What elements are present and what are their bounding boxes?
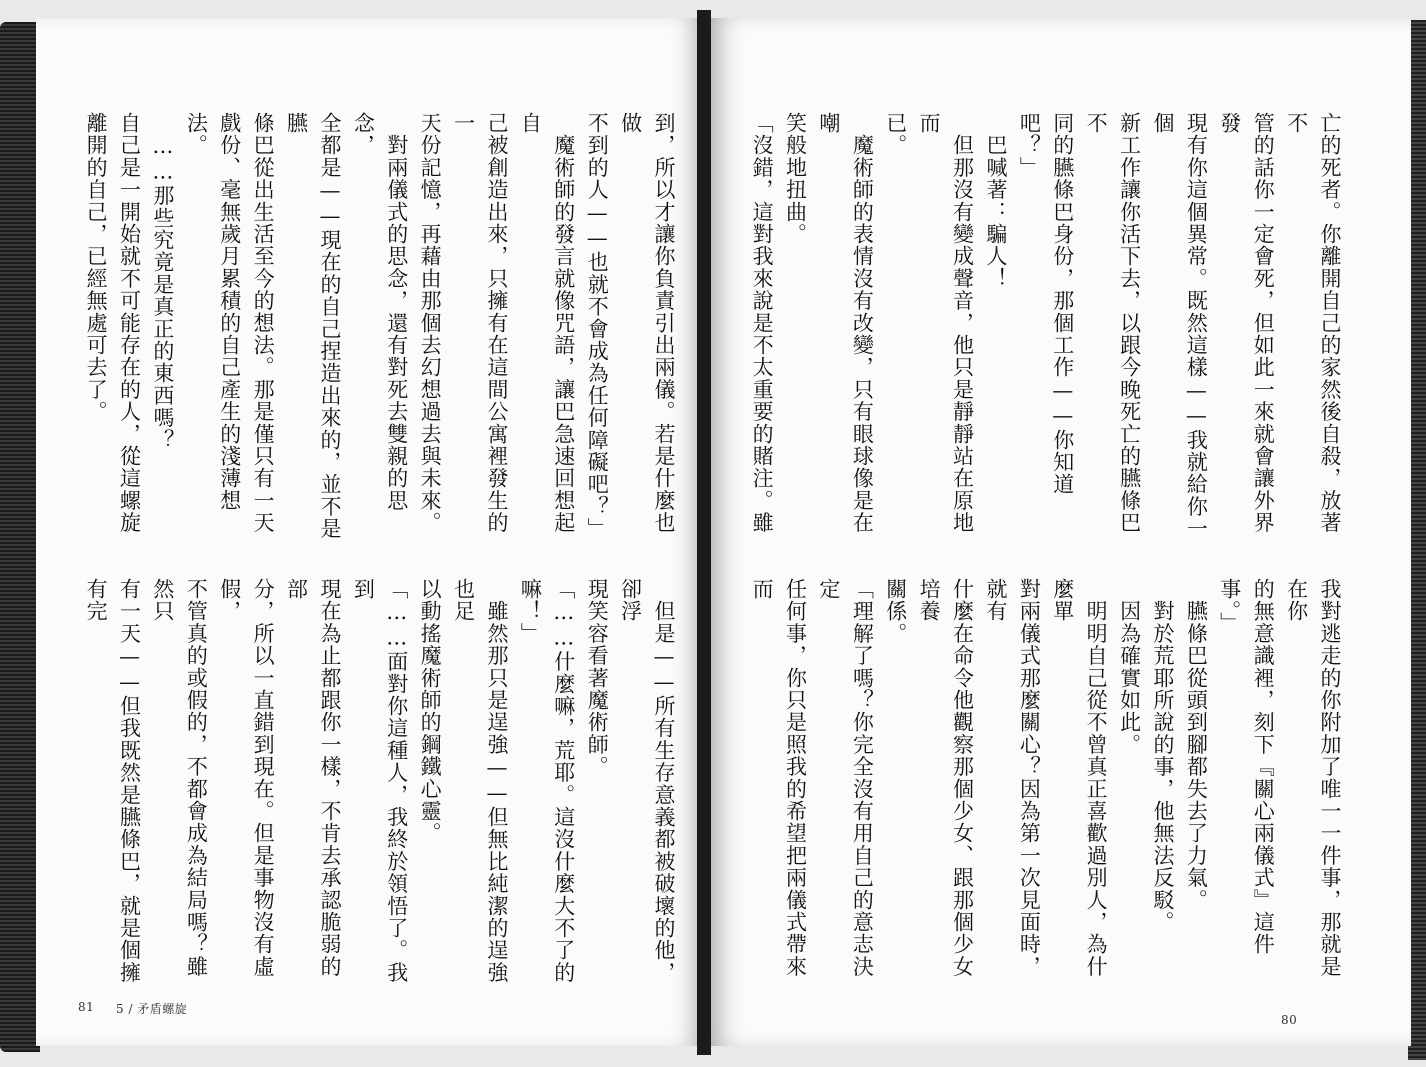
right-page-upper-text: 亡的死者。你離開自己的家然後自殺，放著不 管的話你一定會死，但如此一來就會讓外界發 現有你這個異常。既然這樣——我就給你一個 新工作讓你活下去，以跟今晚死亡的臙條巴不 同的臙條巴身份，那個工作——你知道吧？」 巴喊著：騙人！ 但那沒有變成聲音，他只是靜靜站在原地而 已。 魔術師的表情沒有改變，只有眼球像是在嘲 笑般地扭曲。 「沒錯，這對我來說是不太重要的賭注。雖 [750,112,1342,540]
left-page-lower-text: 但是——所有生存意義都被破壞的他，卻浮 現笑容看著魔術師。 「……什麼嘛，荒耶。這沒什麼大不了的 嘛！」 雖然那只是逞強——但無比純潔的逞強也足 以動搖魔術師的鋼鐵心靈。 「……面對你這種人，我終於領悟了。我到 現在為止都跟你一樣，不肯去承認脆弱的部 分，所以一直錯到現在。但是事物沒有虛假， 不管真的或假的，不都會成為結局嗎？雖然只 有一天——但我既然是臙條巴，就是個擁有完 [84,578,676,984]
right-page-number: 80 [1281,1013,1298,1027]
right-page-lower-text: 我對逃走的你附加了唯一一件事，那就是在你 的無意識裡，刻下『關心兩儀式』這件事。」 臙條巴從頭到腳都失去了力氣。 對於荒耶所說的事，他無法反駁。 因為確實如此。 明明自己從不曾真正喜歡過別人，為什麼單 對兩儀式那麼關心？因為第一次見面時，就有 什麼在命令他觀察那個少女、跟那個少女培養 關係。 「理解了嗎？你完全沒有用自己的意志決定 任何事，你只是照我的希望把兩儀式帶來而 [750,578,1342,978]
left-page-number: 81 [78,1000,95,1014]
running-title: 5 / 矛盾螺旋 [116,1002,188,1016]
book-gutter [697,10,711,1055]
left-page-upper-text: 到，所以才讓你負責引出兩儀。若是什麼也做 不到的人——也就不會成為任何障礙吧？」 魔術師的發言就像咒語，讓巴急速回想起自 己被創造出來，只擁有在這間公寓裡發生的一 天份記憶，再藉由那個去幻想過去與未來。 對兩儀式的思念，還有對死去雙親的思念， 全都是——現在的自己捏造出來的，並不是臙 條巴從出生活至今的想法。那是僅只有一天 戲份、毫無歲月累積的自己產生的淺薄想法。 ……那些究竟是真正的東西嗎？ 自己是一開始就不可能存在的人，從這螺旋 離開的自己，已經無處可去了。 [84,112,676,540]
book-page-edges-left [0,22,40,1052]
